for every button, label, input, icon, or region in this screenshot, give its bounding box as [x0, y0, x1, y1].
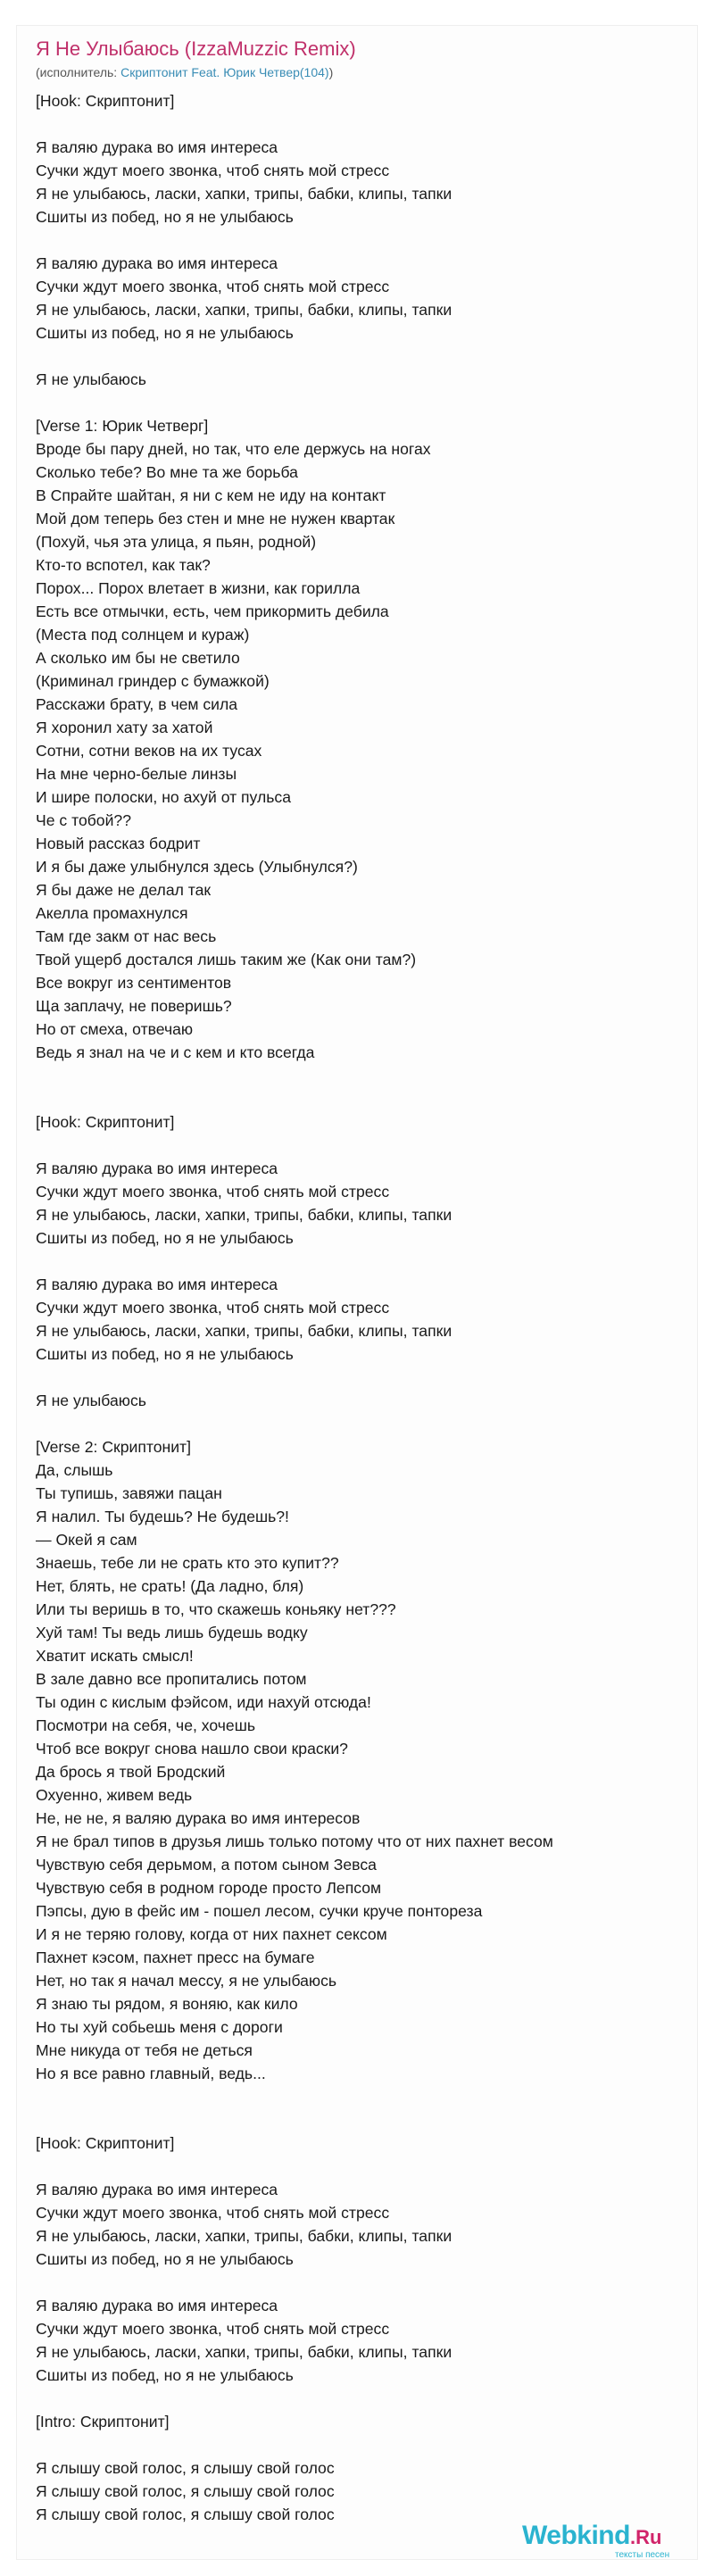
lyric-line: Вроде бы пару дней, но так, что еле держусь на ногах: [36, 440, 431, 458]
lyric-line: Я не улыбаюсь: [36, 1392, 146, 1409]
logo-tagline: тексты песен: [615, 2550, 670, 2560]
lyric-line: Сучки ждут моего звонка, чтоб снять мой стресс: [36, 278, 390, 295]
lyric-line: Сшиты из побед, но я не улыбаюсь: [36, 2250, 294, 2268]
webkind-logo[interactable]: [522, 2521, 670, 2560]
lyric-line: Нет, но так я начал мессу, я не улыбаюсь: [36, 1972, 337, 1990]
lyric-line: [36, 1366, 678, 1389]
lyric-line: [36, 2271, 678, 2294]
lyric-line: [36, 2433, 678, 2456]
lyric-line: Я валяю дурака во имя интереса: [36, 2297, 278, 2314]
logo-tld-text: .Ru: [629, 2526, 662, 2548]
lyric-line: [36, 2155, 678, 2178]
lyric-line: Я не улыбаюсь, ласки, хапки, трипы, бабки, клипы, тапки: [36, 1206, 452, 1224]
lyric-line: Сшиты из побед, но я не улыбаюсь: [36, 1345, 294, 1363]
artist-link[interactable]: Скриптонит Feat. Юрик Четвер(104): [120, 65, 329, 79]
lyric-line: (Похуй, чья эта улица, я пьян, родной): [36, 533, 317, 551]
lyric-line: Я бы даже не делал так: [36, 881, 212, 899]
lyric-line: Мне никуда от тебя не деться: [36, 2041, 253, 2059]
lyric-line: Сучки ждут моего звонка, чтоб снять мой стресс: [36, 162, 390, 179]
lyric-line: Сучки ждут моего звонка, чтоб снять мой стресс: [36, 1299, 390, 1317]
lyric-line: Я хоронил хату за хатой: [36, 719, 213, 736]
lyric-line: Ты тупишь, завяжи пацан: [36, 1484, 222, 1502]
lyric-line: Порох... Порох влетает в жизни, как горилла: [36, 579, 361, 597]
lyric-line: Сучки ждут моего звонка, чтоб снять мой стресс: [36, 2204, 390, 2222]
lyric-line: Я слышу свой голос, я слышу свой голос: [36, 2459, 335, 2477]
lyric-line: Че с тобой??: [36, 811, 131, 829]
lyric-line: Есть все отмычки, есть, чем прикормить дебила: [36, 602, 389, 620]
lyric-line: Ведь я знал на че и с кем и кто всегда: [36, 1043, 315, 1061]
artist-line: [36, 64, 333, 80]
lyric-line: Да брось я твой Бродский: [36, 1763, 226, 1781]
lyric-line: Но ты хуй собьешь меня с дороги: [36, 2018, 283, 2036]
artist-prefix: (исполнитель:: [36, 65, 121, 79]
lyric-line: Я слышу свой голос, я слышу свой голос: [36, 2505, 335, 2523]
lyric-line: Сколько тебе? Во мне та же борьба: [36, 463, 298, 481]
lyric-line: Все вокруг из сентиментов: [36, 974, 232, 992]
lyric-line: Пахнет кэсом, пахнет пресс на бумаге: [36, 1949, 315, 1966]
lyric-line: Твой ущерб достался лишь таким же (Как они там?): [36, 951, 417, 968]
lyric-line: Сшиты из побед, но я не улыбаюсь: [36, 2366, 294, 2384]
lyric-line: [36, 2085, 678, 2108]
lyric-line: Я налил. Ты будешь? Не будешь?!: [36, 1508, 289, 1525]
lyric-line: И я бы даже улыбнулся здесь (Улыбнулся?): [36, 858, 358, 876]
lyric-line: Не, не не, я валяю дурака во имя интересов: [36, 1809, 361, 1827]
lyric-line: Но я все равно главный, ведь...: [36, 2065, 266, 2082]
lyric-line: [36, 1250, 678, 1273]
lyric-line: Посмотри на себя, че, хочешь: [36, 1716, 256, 1734]
lyric-line: Я валяю дурака во имя интереса: [36, 2181, 278, 2198]
lyric-line: Я не улыбаюсь: [36, 370, 146, 388]
lyric-line: [36, 1412, 678, 1435]
lyrics-text: [36, 89, 678, 2526]
lyric-line: [36, 2387, 678, 2410]
lyric-line: Я не улыбаюсь, ласки, хапки, трипы, бабки, клипы, тапки: [36, 185, 452, 203]
lyric-line: Там где закм от нас весь: [36, 927, 217, 945]
lyric-line: Я не улыбаюсь, ласки, хапки, трипы, бабки, клипы, тапки: [36, 301, 452, 319]
lyric-line: Ща заплачу, не поверишь?: [36, 997, 232, 1015]
lyric-line: И шире полоски, но ахуй от пульса: [36, 788, 291, 806]
lyric-line: [36, 112, 678, 136]
lyric-line: Ты один с кислым фэйсом, иди нахуй отсюда!: [36, 1693, 371, 1711]
lyric-line: Я валяю дурака во имя интереса: [36, 1159, 278, 1177]
lyric-line: Новый рассказ бодрит: [36, 835, 201, 852]
lyric-line: Кто-то вспотел, как так?: [36, 556, 211, 574]
lyric-line: Расскажи брату, в чем сила: [36, 695, 238, 713]
lyric-line: Да, слышь: [36, 1461, 113, 1479]
lyric-line: Я валяю дурака во имя интереса: [36, 254, 278, 272]
lyric-line: Или ты веришь в то, что скажешь коньяку нет???: [36, 1600, 396, 1618]
lyric-line: [36, 391, 678, 414]
lyric-line: Сучки ждут моего звонка, чтоб снять мой стресс: [36, 2320, 390, 2338]
lyric-line: Я валяю дурака во имя интереса: [36, 1276, 278, 1293]
lyric-line: Но от смеха, отвечаю: [36, 1020, 194, 1038]
lyric-line: Охуенно, живем ведь: [36, 1786, 193, 1804]
lyric-line: (Криминал гриндер с бумажкой): [36, 672, 270, 690]
lyric-line: Сшиты из побед, но я не улыбаюсь: [36, 208, 294, 226]
logo-main-text: Webkind: [522, 2521, 630, 2550]
artist-suffix: ): [328, 65, 334, 79]
lyric-line: [Hook: Скриптонит]: [36, 2134, 175, 2152]
lyric-line: В Спрайте шайтан, я ни с кем не иду на контакт: [36, 486, 386, 504]
lyric-line: [Verse 1: Юрик Четверг]: [36, 417, 209, 435]
lyric-line: [36, 345, 678, 368]
lyric-line: Сучки ждут моего звонка, чтоб снять мой стресс: [36, 1183, 390, 1201]
lyric-line: Чувствую себя дерьмом, а потом сыном Зевса: [36, 1856, 377, 1874]
lyric-line: [36, 1134, 678, 1157]
lyric-line: Хватит искать смысл!: [36, 1647, 194, 1665]
lyric-line: Я знаю ты рядом, я воняю, как кило: [36, 1995, 298, 2013]
lyric-line: В зале давно все пропитались потом: [36, 1670, 307, 1688]
lyric-line: [36, 1064, 678, 1087]
lyric-line: Я слышу свой голос, я слышу свой голос: [36, 2482, 335, 2500]
lyric-line: На мне черно-белые линзы: [36, 765, 237, 783]
lyric-line: Сшиты из побед, но я не улыбаюсь: [36, 324, 294, 342]
lyric-line: Чувствую себя в родном городе просто Лепсом: [36, 1879, 382, 1897]
lyric-line: Акелла промахнулся: [36, 904, 188, 922]
lyric-line: И я не теряю голову, когда от них пахнет сексом: [36, 1925, 387, 1943]
lyric-line: Я не брал типов в друзья лишь только потому что от них пахнет весом: [36, 1832, 553, 1850]
lyric-line: [Hook: Скриптонит]: [36, 92, 175, 110]
lyric-line: [36, 1087, 678, 1110]
lyric-line: Сотни, сотни веков на их тусах: [36, 742, 262, 760]
lyric-line: [Verse 2: Скриптонит]: [36, 1438, 192, 1456]
lyric-line: Мой дом теперь без стен и мне не нужен квартак: [36, 510, 395, 528]
lyric-line: Хуй там! Ты ведь лишь будешь водку: [36, 1624, 308, 1641]
lyric-line: Я не улыбаюсь, ласки, хапки, трипы, бабки, клипы, тапки: [36, 1322, 452, 1340]
lyric-line: Нет, блять, не срать! (Да ладно, бля): [36, 1577, 304, 1595]
lyric-line: [Intro: Скриптонит]: [36, 2413, 170, 2431]
lyric-line: (Места под солнцем и кураж): [36, 626, 250, 644]
lyric-line: Чтоб все вокруг снова нашло свои краски?: [36, 1740, 348, 1757]
lyric-line: Знаешь, тебе ли не срать кто это купит??: [36, 1554, 339, 1572]
lyric-line: Я не улыбаюсь, ласки, хапки, трипы, бабки, клипы, тапки: [36, 2227, 452, 2245]
lyric-line: Пэпсы, дую в фейс им - пошел лесом, сучки круче понтореза: [36, 1902, 483, 1920]
lyric-line: А сколько им бы не светило: [36, 649, 240, 667]
lyric-line: [36, 2108, 678, 2131]
lyric-line: [Hook: Скриптонит]: [36, 1113, 175, 1131]
song-title: Я Не Улыбаюсь (IzzaMuzzic Remix): [36, 37, 356, 60]
lyric-line: Сшиты из побед, но я не улыбаюсь: [36, 1229, 294, 1247]
lyric-line: [36, 229, 678, 252]
lyric-line: Я валяю дурака во имя интереса: [36, 138, 278, 156]
lyric-line: Я не улыбаюсь, ласки, хапки, трипы, бабки, клипы, тапки: [36, 2343, 452, 2361]
lyric-line: — Окей я сам: [36, 1531, 137, 1549]
